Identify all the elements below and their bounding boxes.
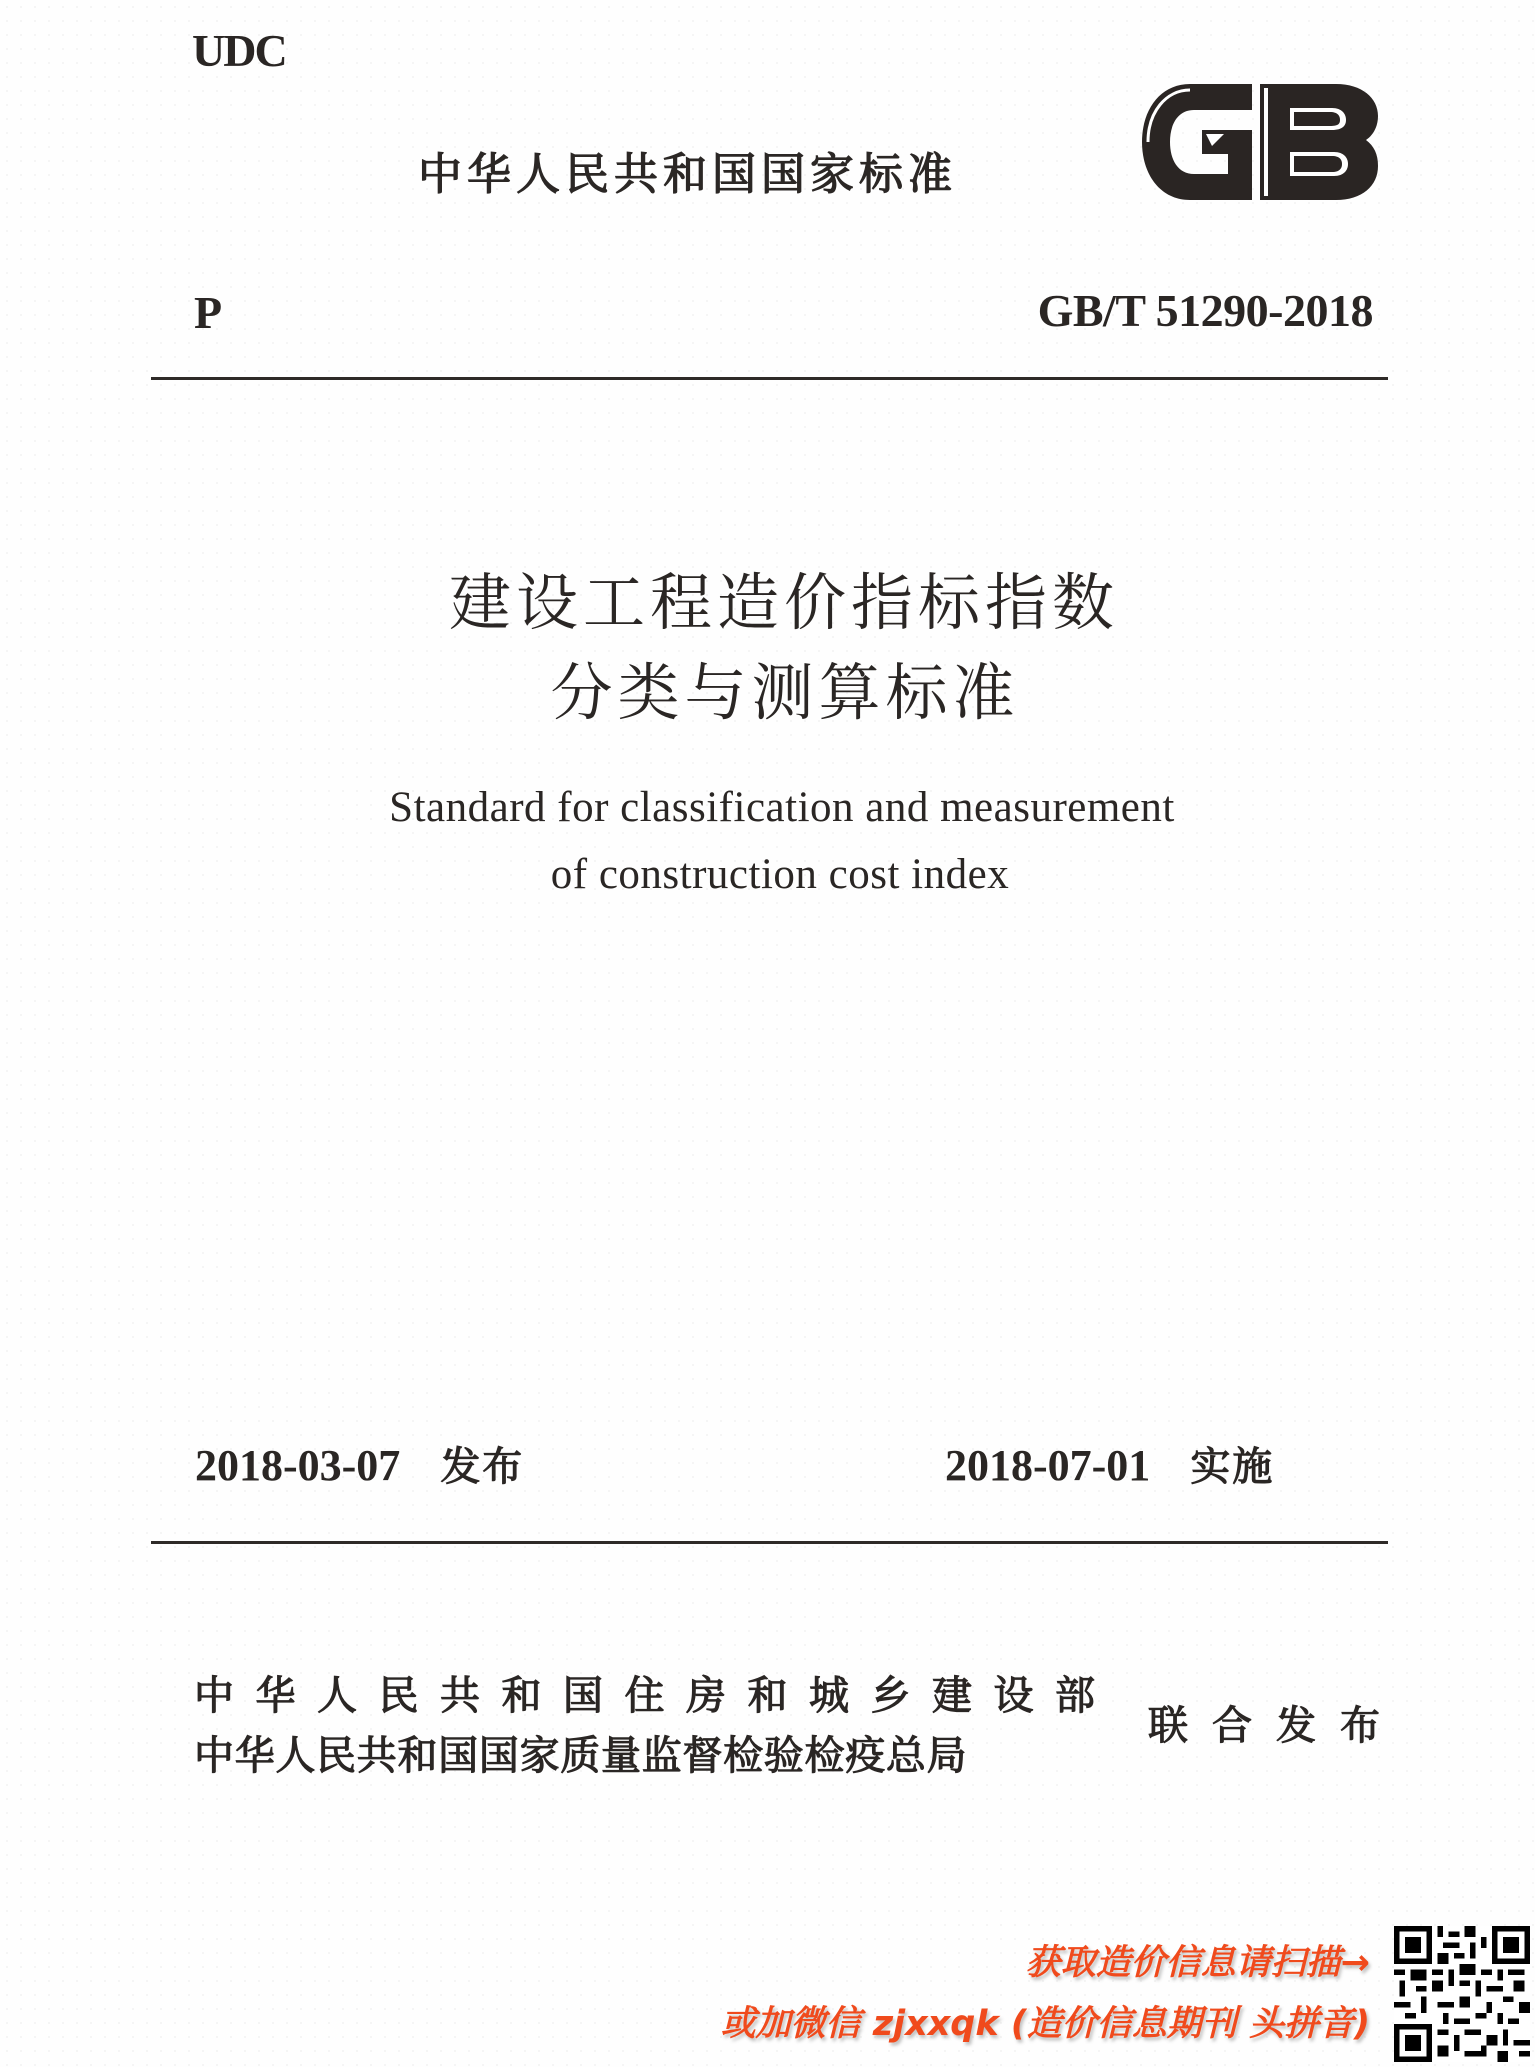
joint-publish-label: 联合发布 xyxy=(1148,1703,1404,1749)
national-standard-heading: 中华人民共和国国家标准 xyxy=(418,149,957,200)
gb-logo-icon xyxy=(1140,82,1380,202)
udc-label: UDC xyxy=(192,25,286,76)
standard-number: GB/T 51290-2018 xyxy=(1037,285,1373,336)
title-en-line-1: Standard for classification and measurement xyxy=(389,784,1175,831)
promo-wechat-text: 或加微信 zjxxqk (造价信息期刊 头拼音) xyxy=(720,2004,1370,2044)
issue-date: 2018-03-07 xyxy=(195,1441,401,1490)
bottom-divider xyxy=(151,1541,1388,1544)
implementation-date-block xyxy=(945,1441,1275,1490)
promo-scan-text: 获取造价信息请扫描→ xyxy=(1025,1943,1370,1983)
publisher-line-1: 中华人民共和国住房和城乡建设部 xyxy=(194,1673,1117,1719)
qr-code-icon[interactable] xyxy=(1393,1926,1531,2062)
issue-date-block xyxy=(195,1441,525,1490)
implementation-label: 实施 xyxy=(1190,1444,1275,1490)
title-en-line-2: of construction cost index xyxy=(550,851,1010,898)
title-cn-line-2: 分类与测算标准 xyxy=(550,656,1020,729)
title-cn-line-1: 建设工程造价指标指数 xyxy=(448,566,1119,639)
classification-code: P xyxy=(194,287,223,338)
top-divider xyxy=(151,377,1388,380)
issue-label: 发布 xyxy=(440,1444,525,1490)
publisher-line-2: 中华人民共和国国家质量监督检验检疫总局 xyxy=(194,1733,968,1779)
implementation-date: 2018-07-01 xyxy=(945,1441,1151,1490)
